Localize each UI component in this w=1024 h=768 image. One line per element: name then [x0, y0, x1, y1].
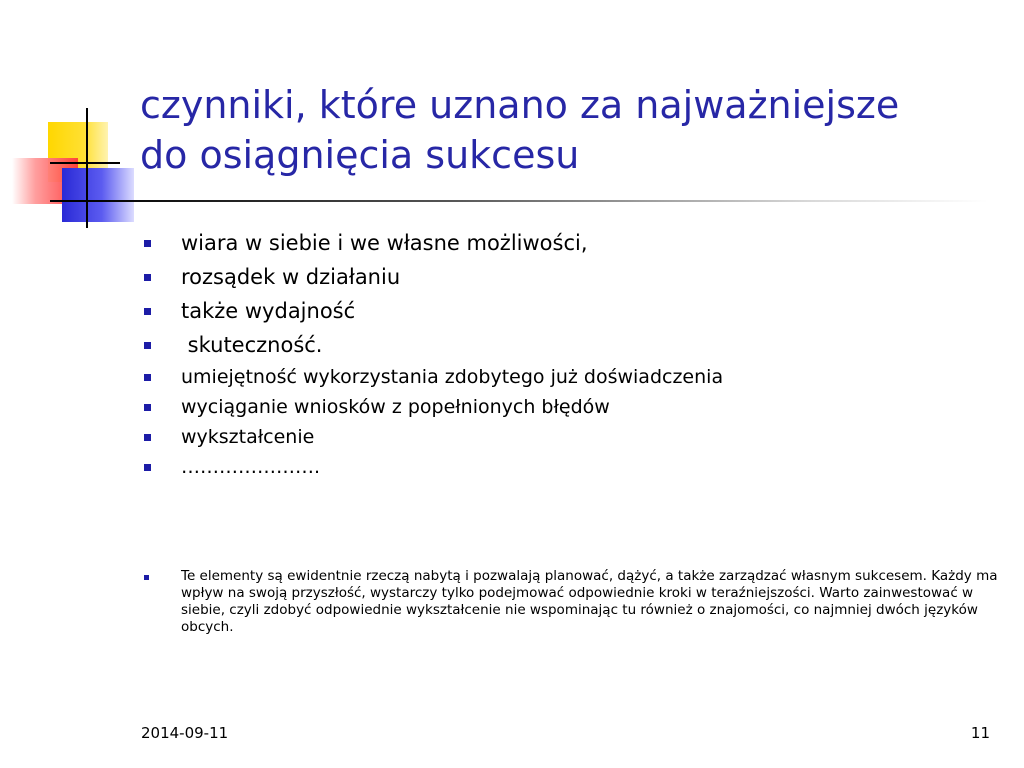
list-item-text: rozsądek w działaniu — [181, 265, 401, 289]
square-bullet-icon — [144, 464, 151, 471]
note-text: Te elementy są ewidentnie rzeczą nabytą i pozwalają planować, dążyć, a także zarządzać własnym sukcesem. Każdy ma wpływ na swoją przyszłość, wystarczy tylko podejmować odpowiednie kroki w teraźniejszości. Warto zainwestować w siebie, czyli zdobyć odpowiednie wykształcenie nie wspominając tu również o znajomości, co najmniej dwóch języków obcych. — [181, 568, 998, 635]
list-item-text: …………………. — [181, 456, 321, 478]
list-item — [140, 226, 1000, 260]
slide-title-line-1: czynniki, które uznano za najważniejsze — [140, 83, 900, 127]
square-bullet-icon — [144, 274, 151, 281]
square-bullet-icon — [144, 575, 149, 580]
slide-title — [140, 80, 1000, 180]
list-item — [140, 452, 1000, 482]
square-bullet-icon — [144, 404, 151, 411]
list-item-text: wykształcenie — [181, 426, 315, 448]
list-item — [140, 294, 1000, 328]
title-divider — [88, 200, 988, 202]
list-item-text: także wydajność — [181, 299, 356, 323]
list-item — [140, 422, 1000, 452]
decorative-logo-icon — [0, 0, 140, 240]
list-item-text: wyciąganie wniosków z popełnionych błędów — [181, 396, 610, 418]
logo-vertical-line — [86, 108, 88, 228]
square-bullet-icon — [144, 342, 151, 349]
square-bullet-icon — [144, 374, 151, 381]
bullet-list — [140, 226, 1000, 482]
footer-date: 2014-09-11 — [141, 724, 229, 742]
page-number: 11 — [970, 724, 990, 742]
list-item — [140, 260, 1000, 294]
logo-blue-square — [62, 168, 134, 222]
note-paragraph — [140, 568, 1000, 636]
square-bullet-icon — [144, 434, 151, 441]
list-item-text: wiara w siebie i we własne możliwości, — [181, 231, 588, 255]
list-item-text: skuteczność. — [181, 333, 323, 357]
logo-horizontal-line-top — [50, 162, 120, 164]
list-item — [140, 362, 1000, 392]
square-bullet-icon — [144, 240, 151, 247]
square-bullet-icon — [144, 308, 151, 315]
list-item-text: umiejętność wykorzystania zdobytego już doświadczenia — [181, 366, 724, 388]
list-item — [140, 392, 1000, 422]
slide-title-line-2: do osiągnięcia sukcesu — [140, 133, 580, 177]
list-item — [140, 328, 1000, 362]
